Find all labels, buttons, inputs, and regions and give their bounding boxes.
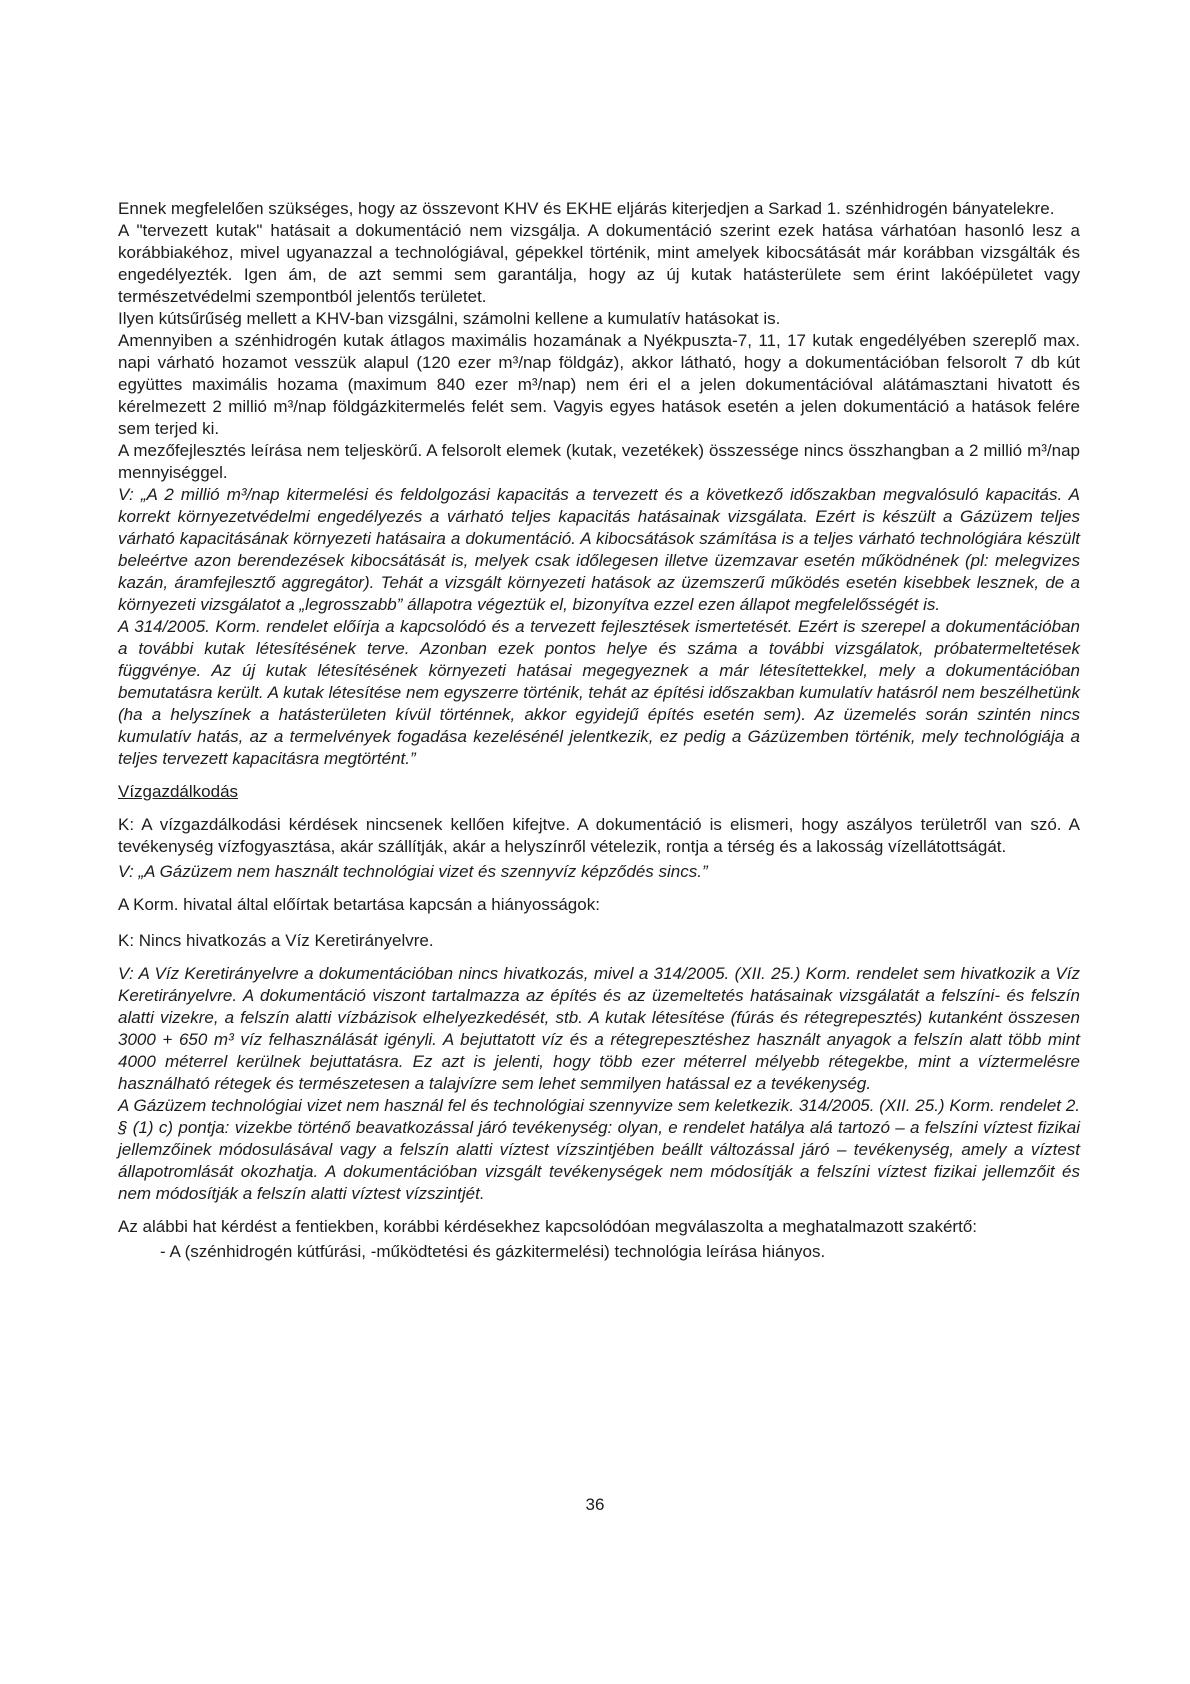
page-number: 36: [585, 1495, 605, 1514]
paragraph-az-alabbi: Az alábbi hat kérdést a fentiekben, korábbi kérdésekhez kapcsolódóan megválaszolta a meghatalmazott szakértő:: [118, 1217, 977, 1236]
paragraph-k-keretiranyelv: K: Nincs hivatkozás a Víz Keretirányelvre.: [118, 931, 434, 950]
paragraph-v-gazuzem-technologiai: A Gázüzem technológiai vizet nem használ fel és technológiai szennyvize sem keletkezik. 314/2005. (XII. 25.) Korm. rendelet 2. § (1) c) pontja: vizekbe történő beavatkozással járó tevékenység: olyan, e rendelet hatálya alá tartozó – a felszíni víztest fizikai jellemzőinek módosulásával vagy a felszín alatti víztest vízszintjében beállt változással járó – tevékenység, amely a víztest állapotromlását okozhatja. A dokumentációban vizsgált tevékenységek nem módosítják a felszíni víztest fizikai jellemzőit és nem módosítják a felszín alatti víztest vízszintjét.: [118, 1096, 1080, 1203]
section-heading-vizgazdalkodas: Vízgazdálkodás: [118, 782, 239, 801]
paragraph-kutsuruseg: Ilyen kútsűrűség mellett a KHV-ban vizsgálni, számolni kellene a kumulatív hatásokat is.: [118, 309, 781, 328]
paragraph-v-keretiranyelv: V: A Víz Keretirányelvre a dokumentációban nincs hivatkozás, mivel a 314/2005. (XII. 25.) Korm. rendelet sem hivatkozik a Víz Keretirányelvre. A dokumentáció viszont tartalmazza az építés és az üzemeltetés hatásainak vizsgálatát a felszíni- és felszín alatti vizekre, a felszín alatti vízbázisok elhelyezkedését, stb. A kutak létesítése (fúrás és rétegrepesztés) kutanként összesen 3000 + 650 m³ víz felhasználását igényli. A bejuttatott víz és a rétegrepesztéshez használt anyagok a felszín alatt több mint 4000 méterrel kerülnek bejuttatásra. Ez azt is jelenti, hogy több ezer méterrel mélyebb rétegekbe, mint a víztermelésre használható rétegek és természetesen a talajvízre sem lehet semmilyen hatással ez a tevékenység.: [118, 964, 1080, 1093]
paragraph-amennyiben: Amennyiben a szénhidrogén kutak átlagos maximális hozamának a Nyékpuszta-7, 11, 17 kutak engedélyében szereplő max. napi várható hozamot vesszük alapul (120 ezer m³/nap földgáz), akkor látható, hogy a dokumentációban felsorolt 7 db kút együttes maximális hozama (maximum 840 ezer m³/nap) nem éri el a jelen dokumentációval alátámasztani hivatott és kérelmezett 2 millió m³/nap földgázkitermelés felét sem. Vagyis egyes hatások esetén a jelen dokumentáció a hatások felére sem terjed ki.: [118, 331, 1080, 438]
paragraph-v-kapacitas: V: „A 2 millió m³/nap kitermelési és feldolgozási kapacitás a tervezett és a következő időszakban megvalósuló kapacitás. A korrekt környezetvédelmi engedélyezés a várható teljes kapacitás hatásainak vizsgálata. Ezért is készült a Gázüzem teljes várható kapacitásának környezeti hatásaira a dokumentáció. A kibocsátások számítása is a teljes várható technológiára készült beleértve azon berendezések kibocsátását is, melyek csak időlegesen illetve üzemzavar esetén működnének (pl: melegvizes kazán, áramfejlesztő aggregátor). Tehát a vizsgált környezeti hatások az üzemszerű működés esetén kisebbek lesznek, de a környezeti vizsgálatot a „legrosszabb” állapotra végeztük el, bizonyítva ezzel ezen állapot megfelelősségét is.: [118, 485, 1080, 614]
paragraph-korm-hivatal: A Korm. hivatal által előírtak betartása kapcsán a hiányosságok:: [118, 895, 600, 914]
body-text: [118, 198, 1080, 1263]
paragraph-bullet-technologia: - A (szénhidrogén kútfúrási, -működtetési és gázkitermelési) technológia leírása hiányos.: [160, 1242, 826, 1261]
paragraph-tervezett-kutak: A "tervezett kutak" hatásait a dokumentáció nem vizsgálja. A dokumentáció szerint ezek hatása várhatóan hasonló lesz a korábbiakéhoz, mivel ugyanazzal a technológiával, gépekkel történik, mint amelyek kibocsátását már korábban vizsgálták és engedélyezték. Igen ám, de azt semmi sem garantálja, hogy az új kutak hatásterülete sem érint lakóépületet vagy természetvédelmi szempontból jelentős területet.: [118, 221, 1080, 306]
paragraph-v-korm-rendelet: A 314/2005. Korm. rendelet előírja a kapcsolódó és a tervezett fejlesztések ismertetését. Ezért is szerepel a dokumentációban a további kutak létesítésének terve. Azonban ezek pontos helye és száma a további vizsgálatok, próbatermeltetések függvénye. Az új kutak létesítésének környezeti hatásai megegyeznek a már létesítettekkel, mely a dokumentációban bemutatásra került. A kutak létesítése nem egyszerre történik, tehát az építési időszakban kumulatív hatásról nem beszélhetünk (ha a helyszínek a hatásterületen kívül történnek, akkor egyidejű építés esetén sem). Az üzemelés során szintén nincs kumulatív hatás, az a termelvények fogadása kezelésénél jelentkezik, ez pedig a Gázüzemben történik, mely technológiája a teljes tervezett kapacitásra megtörtént.”: [118, 617, 1080, 768]
paragraph-mezofejlesztes: A mezőfejlesztés leírása nem teljeskörű. A felsorolt elemek (kutak, vezetékek) összessége nincs összhangban a 2 millió m³/nap mennyiséggel.: [118, 441, 1080, 482]
paragraph-k-vizgazdalkodas: K: A vízgazdálkodási kérdések nincsenek kellően kifejtve. A dokumentáció is elismeri, hogy aszályos területről van szó. A tevékenység vízfogyasztása, akár szállítják, akár a helyszínről vételezik, rontja a térség és a lakosság vízellátottságát.: [118, 815, 1080, 856]
paragraph-intro: Ennek megfelelően szükséges, hogy az összevont KHV és EKHE eljárás kiterjedjen a Sarkad 1. szénhidrogén bányatelekre.: [118, 199, 1055, 218]
paragraph-v-gazuzem: V: „A Gázüzem nem használt technológiai vizet és szennyvíz képződés sincs.”: [118, 862, 708, 881]
